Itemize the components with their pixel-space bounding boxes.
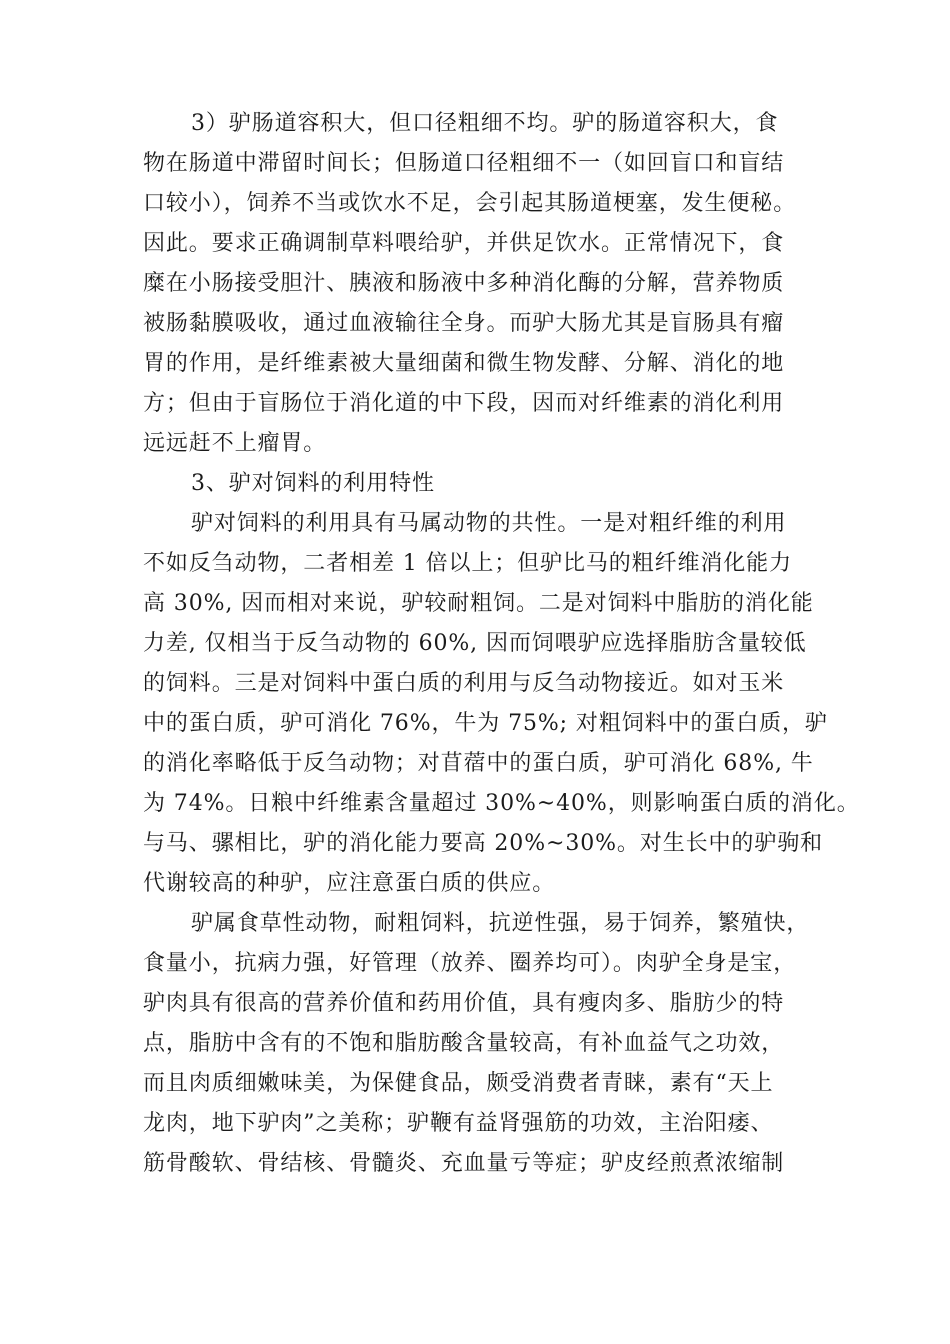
text-line: 高 30%, 因而相对来说，驴较耐粗饲。二是对饲料中脂肪的消化能: [143, 591, 814, 616]
text-line: 物在肠道中滞留时间长；但肠道口径粗细不一（如回盲口和盲结: [143, 151, 785, 176]
text-line: 而且肉质细嫩味美，为保健食品，颇受消费者青睐，素有“天上: [143, 1071, 774, 1096]
text-line: 驴肉具有很高的营养价值和药用价值，具有瘦肉多、脂肪少的特: [143, 991, 785, 1016]
text-line: 的消化率略低于反刍动物；对苜蓿中的蛋白质，驴可消化 68%, 牛: [143, 751, 814, 776]
paragraph-feed-utilization: [143, 504, 860, 904]
text-line: 食量小，抗病力强，好管理（放养、圈养均可）。肉驴全身是宝，: [143, 951, 797, 976]
text-line: 代谢较高的种驴，应注意蛋白质的供应。: [143, 871, 556, 896]
text-line: 3）驴肠道容积大，但口径粗细不均。驴的肠道容积大，食: [191, 111, 779, 136]
text-line: 因此。要求正确调制草料喂给驴，并供足饮水。正常情况下，食: [143, 231, 785, 256]
text-line: 驴对饲料的利用具有马属动物的共性。一是对粗纤维的利用: [191, 511, 787, 536]
text-line: 不如反刍动物，二者相差 1 倍以上；但驴比马的粗纤维消化能力: [143, 551, 792, 576]
text-line: 口较小），饲养不当或饮水不足，会引起其肠道梗塞，发生便秘。: [143, 191, 797, 216]
section-heading: 3、驴对饲料的利用特性: [191, 471, 435, 496]
text-line: 驴属食草性动物，耐粗饲料，抗逆性强，易于饲养，繁殖快，: [191, 911, 810, 936]
text-line: 方；但由于盲肠位于消化道的中下段，因而对纤维素的消化利用: [143, 391, 785, 416]
text-line: 为 74%。日粮中纤维素含量超过 30%~40%，则影响蛋白质的消化。: [143, 791, 860, 816]
paragraph-intestine: [143, 104, 815, 464]
text-line: 的饲料。三是对饲料中蛋白质的利用与反刍动物接近。如对玉米: [143, 671, 785, 696]
document-body: [143, 104, 860, 1184]
text-line: 力差, 仅相当于反刍动物的 60%, 因而饲喂驴应选择脂肪含量较低: [143, 631, 807, 656]
text-line: 远远赶不上瘤胃。: [143, 431, 327, 456]
paragraph-donkey-value: [143, 904, 815, 1184]
text-line: 糜在小肠接受胆汁、胰液和肠液中多种消化酶的分解，营养物质: [143, 271, 785, 296]
text-line: 胃的作用，是纤维素被大量细菌和微生物发酵、分解、消化的地: [143, 351, 785, 376]
text-line: 筋骨酸软、骨结核、骨髓炎、充血量亏等症；驴皮经煎煮浓缩制: [143, 1151, 785, 1176]
text-line: 点，脂肪中含有的不饱和脂肪酸含量较高，有补血益气之功效，: [143, 1031, 785, 1056]
text-line: 中的蛋白质，驴可消化 76%，牛为 75%; 对粗饲料中的蛋白质，驴: [143, 711, 828, 736]
text-line: 与马、骡相比，驴的消化能力要高 20%~30%。对生长中的驴驹和: [143, 831, 824, 856]
text-line: 龙肉，地下驴肉”之美称；驴鞭有益肾强筋的功效，主治阳痿、: [143, 1111, 774, 1136]
text-line: 被肠黏膜吸收，通过血液输往全身。而驴大肠尤其是盲肠具有瘤: [143, 311, 785, 336]
